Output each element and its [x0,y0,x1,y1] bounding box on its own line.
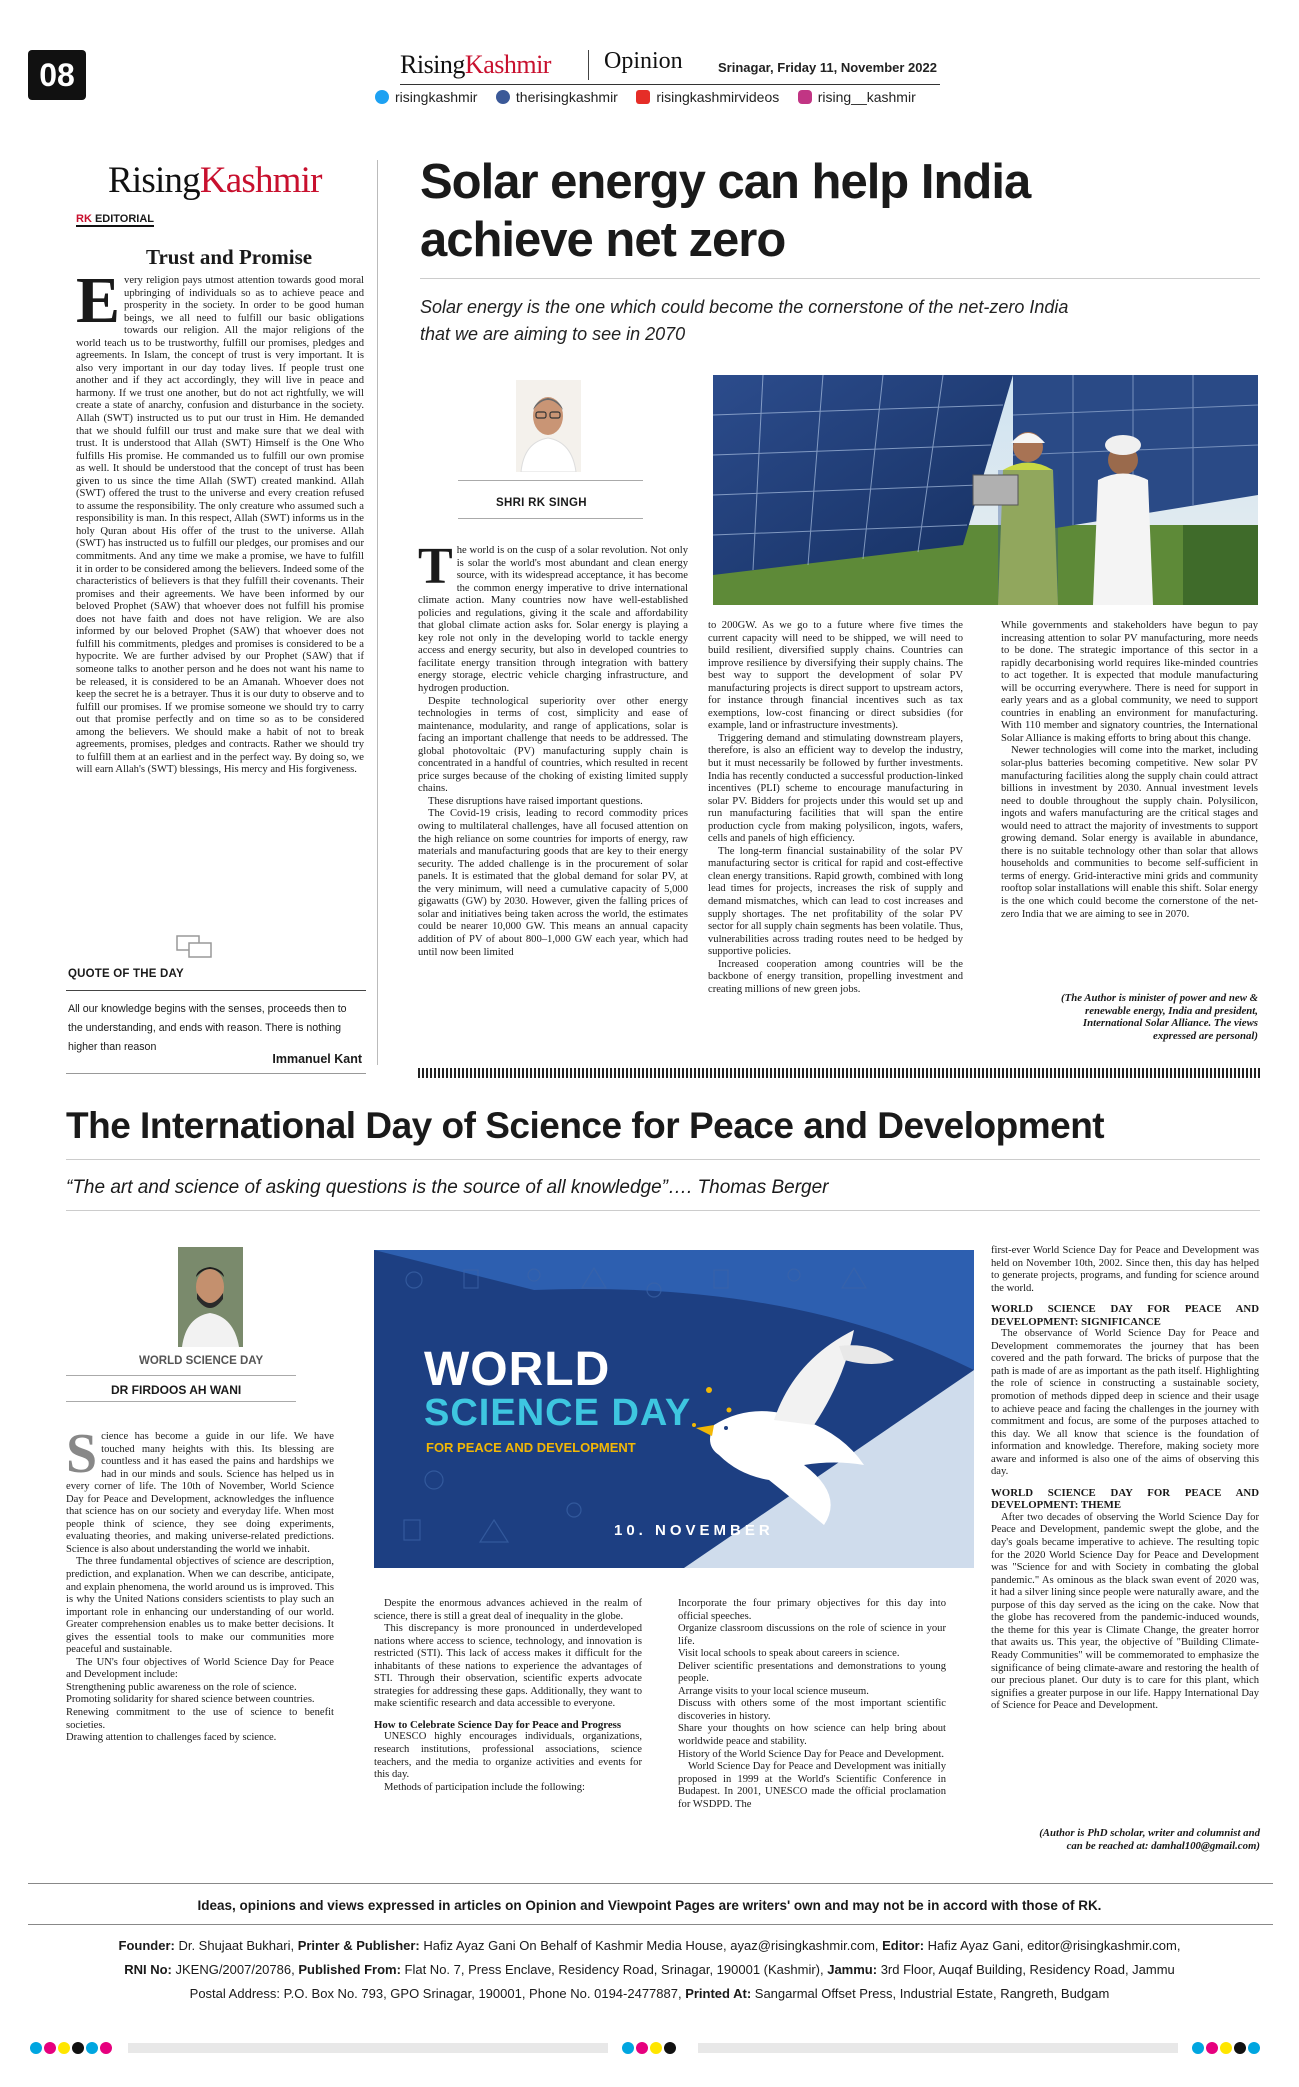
solar-headline-rule [420,278,1260,279]
science-article [66,1105,1260,1865]
twitter-icon [375,90,389,104]
science-subhead-significance: WORLD SCIENCE DAY FOR PEACE AND DEVELOPMENT: SIGNIFICANCE [991,1303,1259,1328]
social-youtube[interactable]: risingkashmirvideos [636,89,779,105]
solar-col-2: to 200GW. As we go to a future where five times the current capacity will need to be shipped, we will need to build resilient, diversified supply chains. Countries can improve resilience by diversifying their supply chains. The best way to support the development of solar PV manufacturing projects is direct support to upstream actors, for instance through financial incentives such as tax exemptions, low-cost financing or direct subsidies (for example, land or infrastructure investments). Triggering demand and stimulating downstream players, therefore, is also an efficient way to develop the industry, but it must necessarily be followed by further investments. India has recently conducted a successful production-linked incentives (PLI) scheme to encourage manufacturing in solar PV. Bidders for projects under this would set up and run manufacturing facilities that will span the entire production cycle from making polysilicon, ingots, wafers, cells and panels of high efficiency. The long-term financial sustainability of the solar PV manufacturing sector is critical for rapid and cost-effective clean energy transitions. Rapid growth, combined with long lead times for projects, increases the risk of supply and demand mismatches, which can lead to cost increases and supply shortages. The net profitability of the solar PV sector for all supply chain segments has been volatile. Thus, vulnerabilities across trading routes need to be hedged by supportive policies. Increased cooperation among countries will be the backbone of energy transition, propelling investment and creating millions of new green jobs. [708,620,963,995]
footer-top-rule [28,1883,1273,1884]
science-standfirst: “The art and science of asking questions is the source of all knowledge”…. Thomas Berger [66,1177,829,1198]
science-headline: The International Day of Science for Peace and Development [66,1105,1105,1146]
footer-mid-rule [28,1924,1273,1925]
science-subhead-celebrate: How to Celebrate Science Day for Peace and Progress [374,1718,622,1731]
social-facebook[interactable]: therisingkashmir [496,89,618,105]
science-col-3: Incorporate the four primary objectives for this day into official speeches. Organize classroom discussions on the role of science in your life. Visit local schools to speak about careers in science. Deliver scientific presentations and demonstrations to young people. Arrange visits to your local science museum. Discuss with others some of the most important scientific discoveries in history. Share your thoughts on how science can help bring about worldwide peace and stability. History of the World Science Day for Peace and Development. World Science Day for Peace and Development was initially proposed in 1999 at the World's Scientific Conference in Budapest. In 2001, UNESCO made the official proclamation for WSDPD. The [678,1598,946,1810]
author-photo-firdoos [178,1247,243,1347]
page-header [0,0,1299,120]
science-dropcap: S [66,1431,98,1485]
page-number: 08 [28,50,86,100]
section-name: Opinion [604,48,683,74]
footer-line-1: Founder: Dr. Shujaat Bukhari, Printer & Publisher: Hafiz Ayaz Gani On Behalf of Kashmir Media House, ayaz@risingkashmir.com, Editor: Hafiz Ayaz Gani, editor@risingkashmir.com, [118,1938,1181,1953]
banner-date: 10. NOVEMBER [614,1522,774,1539]
dateline: Srinagar, Friday 11, November 2022 [718,60,937,75]
instagram-icon [798,90,812,104]
author-photo-rk-singh [516,380,581,472]
social-twitter[interactable]: risingkashmir [375,89,477,105]
print-color-bar [28,2040,1273,2056]
science-byline-rule-bottom [66,1401,296,1402]
header-rule [400,84,940,85]
solar-headline-2: achieve net zero [420,213,786,267]
solar-byline: SHRI RK SINGH [496,497,587,509]
solar-headline-1: Solar energy can help India [420,155,1031,209]
section-divider [418,1068,1260,1078]
science-col-2: Despite the enormous advances achieved in the realm of science, there is still a great deal of inequality in the globe. This discrepancy is more pronounced in underdeveloped nations where access to science, technology, and innovation is restricted (STI). This lack of access makes it difficult for the inhabitants of these nations to experience the advantages of STI. Through their observation, scientific experts advocate strategies for addressing these gaps. Additionally, they want to make scientific research and data accessible to everyone. How to Celebrate Science Day for Peace and Progress UNESCO highly encourages individuals, organizations, research institutions, professional associations, science teachers, and the media to organize activities and events for this day. Methods of participation include the following: [374,1598,642,1793]
brand-rising: Rising [400,50,465,79]
facebook-icon [496,90,510,104]
header-divider [588,50,589,80]
editorial-dropcap: E [76,275,121,337]
header-masthead [400,50,551,80]
solar-dropcap: T [418,545,453,595]
science-col-4: first-ever World Science Day for Peace and Development was held on November 10th, 2002. Since then, this day has helped to generate projects, programs, and funding for science around the world. WORLD SCIENCE DAY FOR PEACE AND DEVELOPMENT: SIGNIFICANCE The observance of World Science Day for Peace and Development commemorates the journey that has been covered and the path forward. The bricks of purpose that the path is made of are as important as the path itself. Highlighting the role of science in constructing a sustainable society, promotion of methods dipped deep in science and their usage to achieve peace and facing the challenges in the journey with commitment and focus, are some of the purposes attached to this day. We all know that science is the foundation of information and knowledge. Therefore, making society more aware and informed is also one of the aims of observing this day. WORLD SCIENCE DAY FOR PEACE AND DEVELOPMENT: THEME After two decades of observing the World Science Day for Peace and Development, pandemic swept the globe, and the day's goals became imperative to achieve. The resulting topic for the 2020 World Science Day for Peace and Development was "Science for and with Society in combating the global pandemic." As ominous as the black swan event of 2020 was, it had a silver lining since people were naturally aware, and the purpose of this day served as the icing on the cake. Now that the globe has recovered from the pandemic-induced wounds, the theme for this year is Climate Change, the greater horror that awaits us. This year, the objective of "Building Climate-Ready Communities" will be commemorated to emphasize the significance of being climate-aware and restoring the health of our precious planet. Our duty is to care for this plant, which signifies a greater purpose in our life. Happy International Day of Science for Peace and Development. [991,1245,1259,1712]
editorial-body [76,275,364,915]
quote-label: QUOTE OF THE DAY [68,968,184,980]
youtube-icon [636,90,650,104]
science-author-note: (Author is PhD scholar, writer and columnist and can be reached at: damhal100@gmail.com) [1039,1827,1260,1852]
solar-author-note: (The Author is minister of power and new & renewable energy, India and president, International Solar Alliance. The views expressed are personal) [1061,992,1258,1042]
editorial-column [66,155,366,1075]
byline-rule-bottom [458,518,643,519]
byline-rule-top [458,480,643,481]
science-byline-rule-top [66,1375,296,1376]
science-subhead-theme: WORLD SCIENCE DAY FOR PEACE AND DEVELOPMENT: THEME [991,1486,1259,1512]
solar-col-3: While governments and stakeholders have begun to pay increasing attention to solar PV manufacturing, more needs to be done. The strategic importance of this sector in a rapidly decarbonising world requires like-minded countries to act together. It is expected that module manufacturing will be occurring everywhere. There is need for support in early years and as a global community, we need to support countries in enabling an environment for manufacturing. With 110 member and signatory countries, the International Solar Alliance is making efforts to bring about this change. Newer technologies will come into the market, including solar-plus batteries becoming competitive. New solar PV manufacturing facilities along the supply chain could attract billions in investment by 2030. Annual investment levels need to double throughout the supply chain. Polysilicon, ingots and wafers manufacturing are the critical stages and would need to attract the majority of investments to support growing demand. Solar energy is available in abundance, there is no suitable technology other than solar that allows households and communities to become self-sufficient in terms of energy. Grid-interactive mini grids and community rooftop solar installations will enable this shift. Solar energy is the one which could become the cornerstone of the net-zero India that we are aiming to see in 2070. [1001,620,1258,920]
science-photo-tag: WORLD SCIENCE DAY [139,1355,264,1367]
editorial-tag: RK EDITORIAL [76,213,155,225]
editorial-logo: RisingKashmir [108,160,322,201]
footer-line-2: RNI No: JKENG/2007/20786, Published From: Flat No. 7, Press Enclave, Residency Road, Srinagar, 190001 (Kashmir), Jammu: 3rd Floor, Auqaf Building, Residency Road, Jammu [124,1962,1175,1977]
world-science-day-banner [374,1250,974,1568]
solar-standfirst: Solar energy is the one which could become the cornerstone of the net-zero India that we are aiming to see in 2070 [420,297,1069,344]
banner-subline: FOR PEACE AND DEVELOPMENT [426,1440,636,1455]
science-headline-rule [66,1159,1260,1160]
brand-kashmir: Kashmir [464,50,551,79]
color-registration-marks [28,2040,1273,2056]
column-rule [377,160,378,1065]
science-byline: DR FIRDOOS AH WANI [111,1383,242,1397]
social-instagram[interactable]: rising__kashmir [798,89,916,105]
science-col-1: Science has become a guide in our life. We have touched many heights with this. Its blessing are countless and it has eased the pains and hardships we had in our minds and souls. Science has helped us in every corner of life. The 10th of November, World Science Day for Peace and Development, acknowledges the influence that science has on our society and everyday life. When most people think of science, they see doing experiments, evaluating theories, and making universe-related predictions. Science is also about understanding the world we inhabit. The three fundamental objectives of science are description, prediction, and explanation. When we can describe, anticipate, and explain phenomena, the world around us is improved. This is why the United Nations considers scientists to play such an important role in enhancing our understanding of our world. Greater comprehension enables us to make better decisions. It gives the essential tools to make our communities more peaceful and sustainable. The UN's four objectives of World Science Day for Peace and Development include: Strengthening public awareness on the role of science. Promoting solidarity for shared science between countries. Renewing commitment to the use of science to benefit societies. Drawing attention to challenges faced by science. [66,1431,334,1744]
editorial-paragraph: very religion pays utmost attention towards good moral upbringing of individuals so as to achieve peace and prosperity in the society. In order to be good human beings, we all need to fulfill our basic obligations towards our religion. All the major religions of the world teach us to be trustworthy, fulfill our promises, pledges and agreements. In Islam, the concept of trust is very important. It is also very important in our day today lives. If people trust one another and if they act accordingly, they will live in peace and harmony. If we trust one another, but do not act rightfully, we will create a state of anarchy, confusion and disturbance in the society. Allah (SWT) instructed us to put our trust in Him. He demanded that we should fulfill our trust and make sure that we deal with trust. It is understood that Allah (SWT) Himself is the One Who fulfills His promise. He commanded us to fulfill our own promise as well. It should be understood that the concept of trust has been given to us since the time Allah (SWT) created mankind. Allah (SWT) offered the trust to the universe and every creation refused to assume the responsibility. The only creature who assumed such a responsibility is man. In this respect, Allah (SWT) informs us in the holy Quran about His offer of the trust to the universe. Allah (SWT) has instructed us to fulfill our pledges, our promises and our commitments. And any time we make a promise, we have to fulfill it in order to be considered among the believers. Indeed some of the characteristics of believers is that they fulfill their covenants. Their promises and their agreements. We have been informed by our beloved Prophet (SAW) that whoever does not fulfill his promise does not have faith and does not have religion. We are also informed by our beloved Prophet (SAW) that whoever does not fulfill his commitments, pledges and promises is considered to be a hypocrite. We are further advised by our Prophet (SAW) that if someone talks to another person and he does not want his name to be released, it is considered to be an Amanah. Whoever does not keep the secret he is a betrayer. Thus it is our duty to observe and to fulfill our promises. If we promise someone we should try to carry out that promise perfectly and on time so as to be considered among the believers. We should make a habit of not to break agreements, promises, pledges and contracts. Rather we should try to fulfill them at an earliest and in the perfect way. By doing so, we will earn Allah's (SWT) blessings, His mercy and His forgiveness. [76,275,364,776]
banner-world: WORLD [424,1343,611,1396]
social-row [375,89,975,109]
footer-line-3: Postal Address: P.O. Box No. 793, GPO Srinagar, 190001, Phone No. 0194-2477887, Printed At: Sangarmal Offset Press, Industrial Estate, Rangreth, Budgam [189,1986,1110,2001]
quote-speech-icon [176,935,214,961]
quote-rule [66,990,366,991]
editorial-bottom-rule [66,1073,366,1074]
solar-panel-photo [713,375,1258,605]
science-standfirst-rule [66,1210,1260,1211]
footer-disclaimer: Ideas, opinions and views expressed in articles on Opinion and Viewpoint Pages are writers' own and may not be in accord with those of RK. [197,1898,1102,1913]
solar-col-1: The world is on the cusp of a solar revolution. Not only is solar the world's most abundant and clean energy source, with its widespread acceptance, it has become the common energy imperative to drive international climate action. Many countries now have well-established policies and regulations, giving it the scale and affordability that global climate action asks for. Solar energy is playing a key role not only in the developing world to tackle energy access and energy security, but also in developed countries to facilitate energy transition through integration with battery energy storage, electric vehicle charging infrastructure, and hydrogen production. Despite technological superiority over other energy technologies in terms of cost, simplicity and ease of maintenance, modularity, and range of applications, solar is facing an important challenge that needs to be addressed. The global photovoltaic (PV) manufacturing supply chain is concentrated in a handful of countries, which resulted in recent price surges because of the choking of existing limited supply chains. These disruptions have raised important questions. The Covid-19 crisis, leading to record commodity prices owing to multilateral challenges, have all focused attention on the high reliance on some countries for imports of energy, raw materials and manufacturing goods that are key to their energy security. The added challenge is in the procurement of solar panels. It is estimated that the global demand for solar PV, at the very minimum, will need a cumulative capacity of 5,000 gigawatts (GW) by 2030. However, given the falling prices of solar and initiatives being taken across the world, the estimates could be nearer 10,000 GW. This means an annual capacity addition of PV of about 800–1,000 GW each year, which had until now been limited [418,545,688,958]
editorial-title: Trust and Promise [146,245,313,269]
solar-article [418,150,1258,1080]
quote-author: Immanuel Kant [272,1052,362,1066]
banner-science-day: SCIENCE DAY [424,1392,692,1434]
quote-text: All our knowledge begins with the senses, proceeds then to the understanding, and ends with reason. There is nothing higher than reason [68,1003,347,1053]
quote-box [66,930,366,1075]
